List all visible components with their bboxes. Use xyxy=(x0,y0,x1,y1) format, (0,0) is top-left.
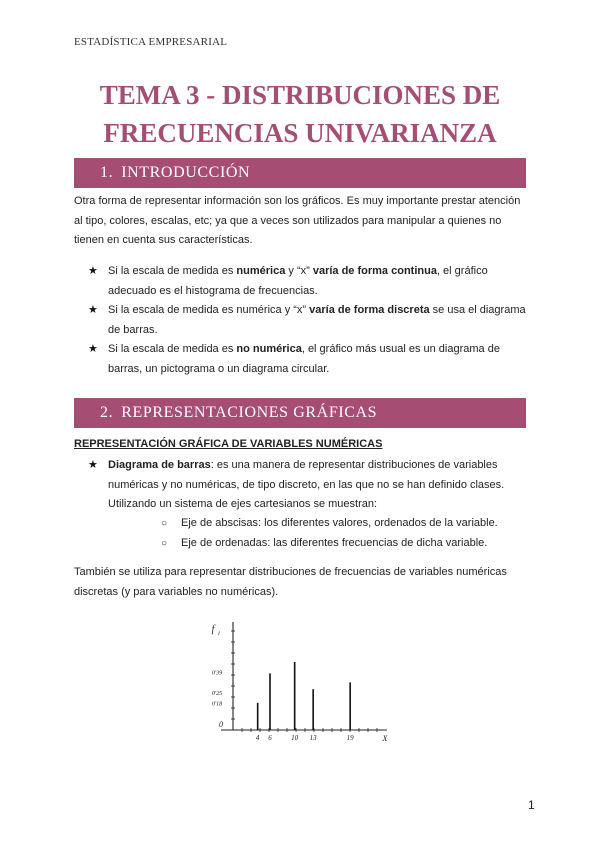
bullet-bold: numérica xyxy=(236,265,286,277)
bar-diagram-bullet xyxy=(88,456,528,515)
section-label: REPRESENTACIONES GRÁFICAS xyxy=(121,404,378,421)
bullet-text: Si la escala de medida es numérica y “x” xyxy=(108,304,310,316)
x-tick-label: 19 xyxy=(346,734,354,742)
section-heading-representaciones xyxy=(74,398,526,428)
list-item xyxy=(88,262,528,301)
x-tick-label: 6 xyxy=(268,734,272,742)
list-item xyxy=(88,456,528,515)
x-axis-label: X xyxy=(382,734,388,743)
running-header: ESTADÍSTICA EMPRESARIAL xyxy=(74,36,228,48)
scale-bullet-list xyxy=(88,262,528,379)
list-item xyxy=(88,340,528,379)
title-line-1: TEMA 3 - DISTRIBUCIONES DE xyxy=(99,80,501,110)
star-bullet-icon: ★ xyxy=(88,304,98,316)
star-bullet-icon: ★ xyxy=(88,459,98,471)
bullet-text: Si la escala de medida es xyxy=(108,343,237,355)
list-item xyxy=(161,514,498,534)
tambien-line: discretas (y para variables no numéricas). xyxy=(74,585,279,598)
tambien-paragraph xyxy=(74,563,529,602)
y-tick-label: 0'39 xyxy=(211,670,223,677)
bullet-text: se usa el diagrama de barras. xyxy=(108,304,526,336)
bullet-bold: Diagrama de barras xyxy=(108,459,211,471)
origin-label: 0 xyxy=(219,720,223,729)
bullet-text: , el gráfico más usual es un diagrama de barras, un pictograma o un diagrama circular. xyxy=(108,343,500,375)
circle-bullet-icon: ○ xyxy=(161,537,168,549)
bar-diagram-chart xyxy=(203,618,393,748)
bullet-text: : es una manera de representar distribuciones de variables numéricas y no numéricas, de tipo discreto, en las que no se han definido clases. Utilizando un sistema de ejes cartesianos se muestran: xyxy=(108,459,505,510)
axes-list xyxy=(161,514,498,553)
axes-item-text: Eje de ordenadas: las diferentes frecuencias de dicha variable. xyxy=(181,536,488,549)
list-item xyxy=(88,301,528,340)
circle-bullet-icon: ○ xyxy=(161,518,168,529)
subheading: REPRESENTACIÓN GRÁFICA DE VARIABLES NUMÉRICAS xyxy=(74,438,383,450)
intro-line: al tipo, colores, escalas, etc; ya que a veces son utilizados para manipular a quienes no xyxy=(74,214,502,227)
intro-paragraph xyxy=(74,192,529,251)
y-axis-label: f xyxy=(211,624,215,635)
section-label: INTRODUCCIÓN xyxy=(121,164,251,181)
bullet-bold: no numérica xyxy=(236,343,302,355)
axes-item-text: Eje de abscisas: los diferentes valores, ordenados de la variable. xyxy=(181,517,498,529)
x-tick-label: 10 xyxy=(291,734,299,742)
bullet-text: Si la escala de medida es xyxy=(108,265,237,277)
intro-line: tienen en cuenta sus características. xyxy=(74,234,253,246)
bullet-text: , el gráfico adecuado es el histograma de frecuencias. xyxy=(108,265,488,297)
bullet-bold: varía de forma discreta xyxy=(309,304,430,316)
page-number: 1 xyxy=(528,798,535,812)
list-item xyxy=(161,534,498,554)
page-title xyxy=(0,76,600,152)
bullet-bold: varía de forma continua xyxy=(312,265,437,277)
x-tick-label: 4 xyxy=(255,734,260,742)
star-bullet-icon: ★ xyxy=(88,265,98,277)
x-tick-label: 13 xyxy=(309,734,317,742)
y-axis-label-subscript: i xyxy=(218,631,220,637)
y-tick-label: 0'25 xyxy=(211,691,223,698)
tambien-line: También se utiliza para representar distribuciones de frecuencias de variables numéricas xyxy=(74,566,507,578)
intro-line: Otra forma de representar información son los gráficos. Es muy importante prestar atención xyxy=(74,195,521,207)
section-number: 2. xyxy=(100,404,114,421)
section-number: 1. xyxy=(100,164,114,181)
section-heading-introduccion xyxy=(74,158,526,188)
bullet-text: y “x” xyxy=(285,265,313,277)
y-tick-label: 0'18 xyxy=(211,701,223,708)
title-line-2: FRECUENCIAS UNIVARIANZA xyxy=(103,118,497,148)
star-bullet-icon: ★ xyxy=(88,343,98,355)
